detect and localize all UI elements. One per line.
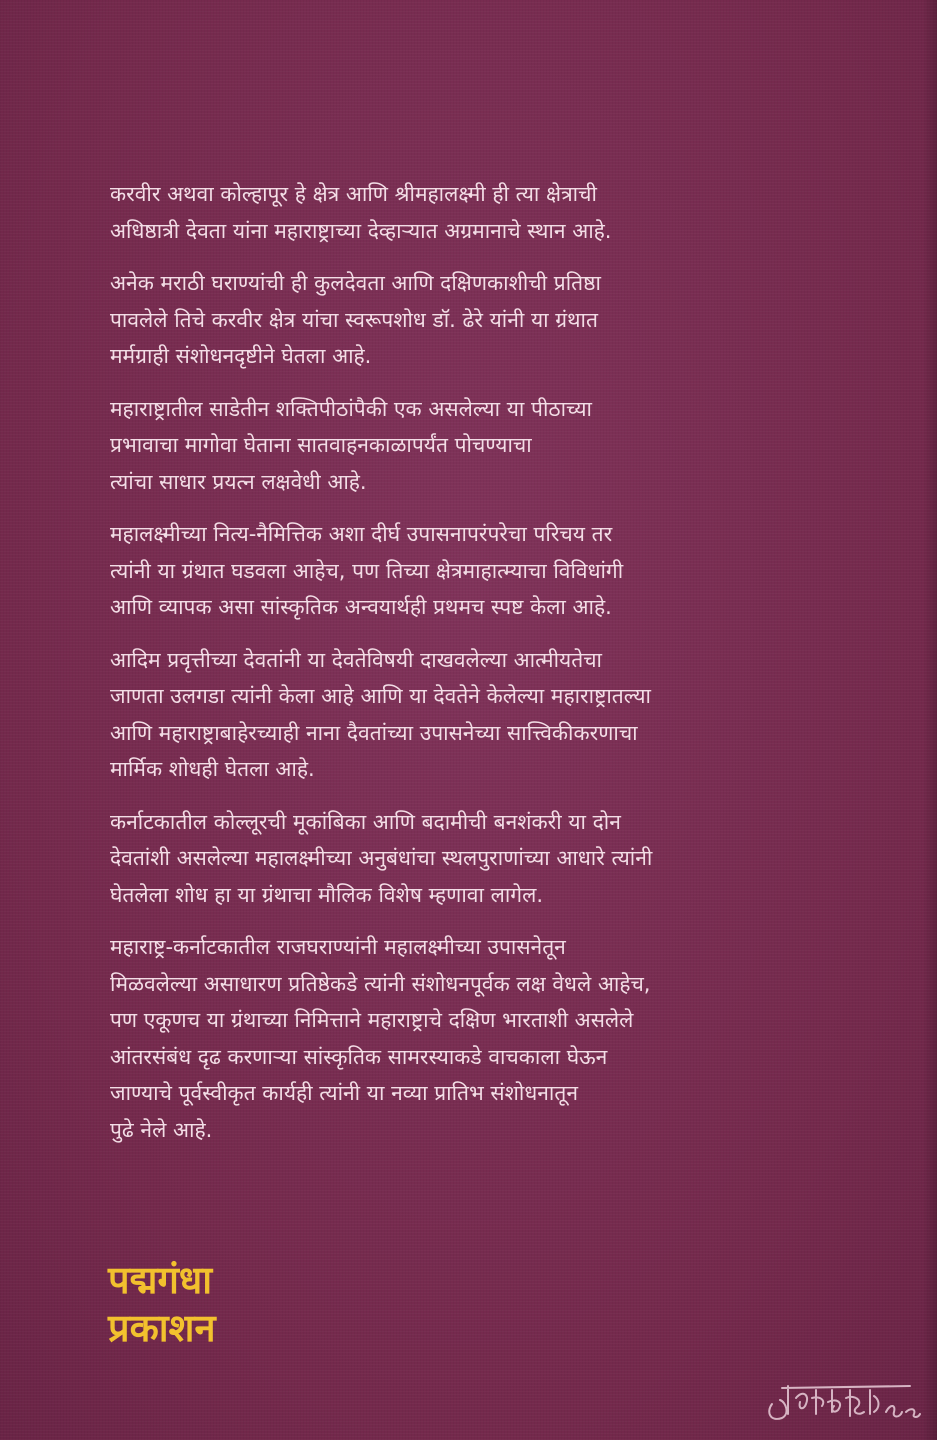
publisher-label: प्रकाशन — [108, 1306, 216, 1350]
blurb-line: त्यांचा साधार प्रयत्न लक्षवेधी आहे. — [110, 469, 367, 494]
signature-graphic — [760, 1368, 930, 1430]
blurb-line: करवीर अथवा कोल्हापूर हे क्षेत्र आणि श्रीमहालक्ष्मी ही त्या क्षेत्राची — [110, 182, 597, 206]
blurb-line: जाणता उलगडा त्यांनी केला आहे आणि या देवतेने केलेल्या महाराष्ट्रातल्या — [110, 684, 651, 708]
blurb-line: पण एकूणच या ग्रंथाच्या निमित्ताने महाराष्ट्राचे दक्षिण भारताशी असलेले — [110, 1008, 634, 1032]
blurb-paragraph-2 — [110, 265, 810, 375]
blurb-paragraph-1 — [110, 176, 810, 249]
blurb-paragraph-3 — [110, 391, 810, 501]
cover-edge-shadow — [923, 0, 937, 1440]
blurb-line: पुढे नेले आहे. — [110, 1117, 213, 1142]
blurb-paragraph-5 — [110, 642, 810, 788]
blurb-paragraph-7 — [110, 929, 810, 1148]
blurb-line: महाराष्ट्रातील साडेतीन शक्तिपीठांपैकी एक असलेल्या या पीठाच्या — [110, 396, 592, 421]
blurb-line: महालक्ष्मीच्या नित्य-नैमित्तिक अशा दीर्घ उपासनापरंपरेचा परिचय तर — [110, 522, 613, 546]
blurb-line: मर्मग्राही संशोधनदृष्टीने घेतला आहे. — [110, 344, 372, 368]
blurb-line: घेतलेला शोध हा या ग्रंथाचा मौलिक विशेष म्हणावा लागेल. — [110, 882, 543, 907]
blurb-line: अधिष्ठात्री देवता यांना महाराष्ट्राच्या देव्हाऱ्यात अग्रमानाचे स्थान आहे. — [110, 218, 612, 243]
blurb-line: आंतरसंबंध दृढ करणाऱ्या सांस्कृतिक सामरस्याकडे वाचकाला घेऊन — [110, 1044, 608, 1069]
artist-signature — [760, 1368, 930, 1430]
blurb-line: कर्नाटकातील कोल्लूरची मूकांबिका आणि बदामीची बनशंकरी या दोन — [110, 809, 621, 834]
blurb-line: मिळवलेल्या असाधारण प्रतिष्ठेकडे त्यांनी संशोधनपूर्वक लक्ष वेधले आहेच, — [110, 971, 651, 996]
blurb-line: आदिम प्रवृत्तीच्या देवतांनी या देवतेविषयी दाखवलेल्या आत्मीयतेचा — [110, 647, 602, 672]
blurb-line: महाराष्ट्र-कर्नाटकातील राजघराण्यांनी महालक्ष्मीच्या उपासनेतून — [110, 935, 566, 959]
back-cover-blurb — [110, 176, 810, 1164]
blurb-line: आणि व्यापक असा सांस्कृतिक अन्वयार्थही प्रथमच स्पष्ट केला आहे. — [110, 595, 612, 619]
blurb-line: मार्मिक शोधही घेतला आहे. — [110, 757, 315, 781]
blurb-line: अनेक मराठी घराण्यांची ही कुलदेवता आणि दक्षिणकाशीची प्रतिष्ठा — [110, 271, 601, 295]
publisher-name: पद्मगंधा — [108, 1258, 213, 1302]
blurb-line: पावलेले तिचे करवीर क्षेत्र यांचा स्वरूपशोध डॉ. ढेरे यांनी या ग्रंथात — [110, 307, 598, 332]
blurb-line: प्रभावाचा मागोवा घेताना सातवाहनकाळापर्यंत पोचण्याचा — [110, 433, 532, 457]
blurb-line: जाण्याचे पूर्वस्वीकृत कार्यही त्यांनी या नव्या प्रातिभ संशोधनातून — [110, 1081, 578, 1105]
blurb-paragraph-6 — [110, 804, 810, 914]
blurb-line: आणि महाराष्ट्राबाहेरच्याही नाना दैवतांच्या उपासनेच्या सात्त्विकीकरणाचा — [110, 720, 638, 745]
blurb-line: त्यांनी या ग्रंथात घडवला आहेच, पण तिच्या क्षेत्रमाहात्म्याचा विविधांगी — [110, 558, 624, 583]
blurb-paragraph-4 — [110, 516, 810, 626]
publisher-logo — [108, 1256, 216, 1352]
blurb-line: देवतांशी असलेल्या महालक्ष्मीच्या अनुबंधांचा स्थलपुराणांच्या आधारे त्यांनी — [110, 846, 653, 870]
